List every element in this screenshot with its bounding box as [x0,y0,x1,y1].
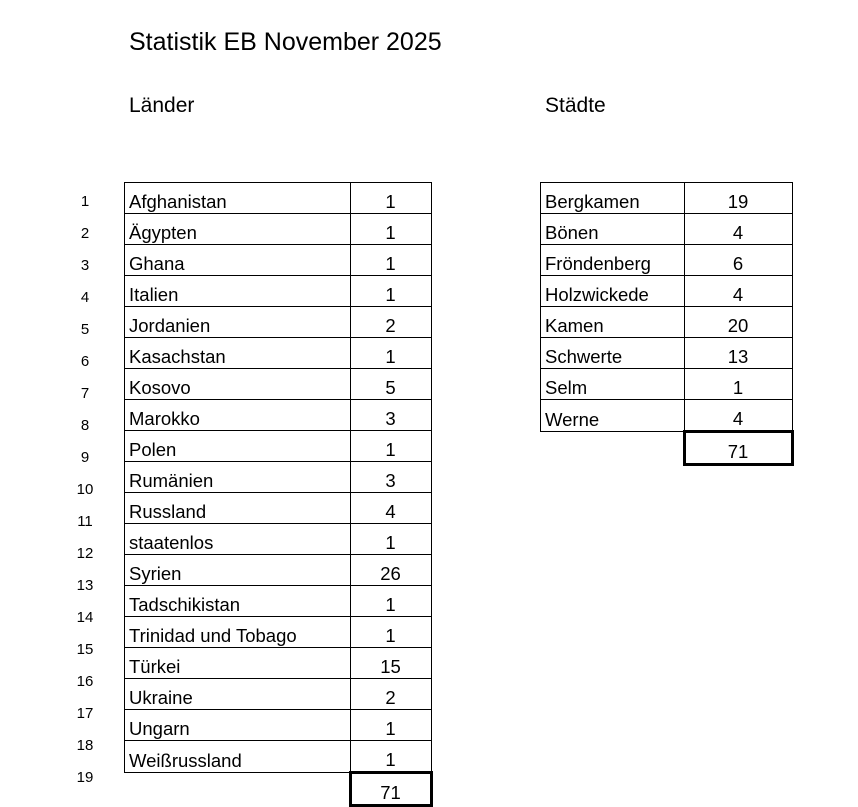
row-number: 12 [76,545,94,562]
country-name: Marokko [125,400,351,431]
table-row [125,555,432,586]
table-row [541,214,793,245]
table-row [541,276,793,307]
row-number: 4 [80,289,90,306]
city-count: 13 [684,338,792,369]
country-name: Tadschikistan [125,586,351,617]
laender-heading: Länder [129,94,195,117]
country-count: 26 [350,555,431,586]
country-name: Russland [125,493,351,524]
country-count: 4 [350,493,431,524]
row-number: 15 [76,641,94,658]
city-count: 20 [684,307,792,338]
row-number: 10 [76,481,94,498]
country-name: Syrien [125,555,351,586]
city-name: Werne [541,400,685,432]
city-name: Bönen [541,214,685,245]
city-count: 4 [684,400,792,432]
country-name: Ghana [125,245,351,276]
row-number: 9 [80,449,90,466]
table-row [125,741,432,773]
country-name: staatenlos [125,524,351,555]
country-count: 1 [350,710,431,741]
row-number: 19 [76,769,94,786]
row-number: 14 [76,609,94,626]
country-count: 1 [350,276,431,307]
city-name: Selm [541,369,685,400]
country-count: 1 [350,183,431,214]
row-number: 16 [76,673,94,690]
city-count: 1 [684,369,792,400]
page-title: Statistik EB November 2025 [129,28,442,56]
staedte-heading: Städte [545,94,606,117]
country-count: 1 [350,586,431,617]
row-number: 17 [76,705,94,722]
row-numbers [60,182,110,790]
table-row [125,338,432,369]
table-row [125,710,432,741]
city-name: Kamen [541,307,685,338]
table-row [125,586,432,617]
country-count: 1 [350,524,431,555]
country-name: Weißrussland [125,741,351,773]
city-count: 19 [684,183,792,214]
total-spacer [541,432,685,465]
country-count: 1 [350,214,431,245]
country-count: 1 [350,617,431,648]
total-row [125,773,432,806]
row-number: 7 [80,385,90,402]
table-row [125,462,432,493]
country-name: Türkei [125,648,351,679]
country-name: Kosovo [125,369,351,400]
country-count: 1 [350,741,431,773]
country-name: Italien [125,276,351,307]
country-count: 2 [350,679,431,710]
table-row [125,617,432,648]
city-name: Holzwickede [541,276,685,307]
table-row [125,524,432,555]
row-number: 18 [76,737,94,754]
table-row [125,183,432,214]
city-name: Fröndenberg [541,245,685,276]
laender-table [124,182,433,807]
country-name: Ukraine [125,679,351,710]
table-row [125,679,432,710]
table-row [125,369,432,400]
table-row [125,648,432,679]
table-row [541,400,793,432]
country-count: 15 [350,648,431,679]
table-row [125,276,432,307]
city-name: Schwerte [541,338,685,369]
table-row [125,400,432,431]
city-count: 4 [684,276,792,307]
country-count: 3 [350,462,431,493]
table-row [125,493,432,524]
city-count: 4 [684,214,792,245]
table-row [125,307,432,338]
row-number: 5 [80,321,90,338]
row-number: 13 [76,577,94,594]
country-count: 1 [350,338,431,369]
table-row [541,183,793,214]
table-row [541,369,793,400]
country-name: Trinidad und Tobago [125,617,351,648]
table-row [541,338,793,369]
country-name: Jordanien [125,307,351,338]
country-name: Ägypten [125,214,351,245]
row-number: 6 [80,353,90,370]
country-name: Ungarn [125,710,351,741]
country-name: Afghanistan [125,183,351,214]
country-name: Rumänien [125,462,351,493]
table-row [125,245,432,276]
country-count: 2 [350,307,431,338]
country-name: Kasachstan [125,338,351,369]
city-name: Bergkamen [541,183,685,214]
city-count: 6 [684,245,792,276]
country-count: 1 [350,245,431,276]
table-row [541,307,793,338]
table-row [125,214,432,245]
country-name: Polen [125,431,351,462]
table-row [125,431,432,462]
laender-total: 71 [350,773,431,806]
total-row [541,432,793,465]
country-count: 3 [350,400,431,431]
row-number: 2 [80,225,90,242]
table-row [541,245,793,276]
country-count: 5 [350,369,431,400]
country-count: 1 [350,431,431,462]
staedte-table [540,182,794,466]
total-spacer [125,773,351,806]
row-number: 3 [80,257,90,274]
row-number: 1 [80,193,90,210]
row-number: 8 [80,417,90,434]
staedte-total: 71 [684,432,792,465]
row-number: 11 [77,513,93,530]
